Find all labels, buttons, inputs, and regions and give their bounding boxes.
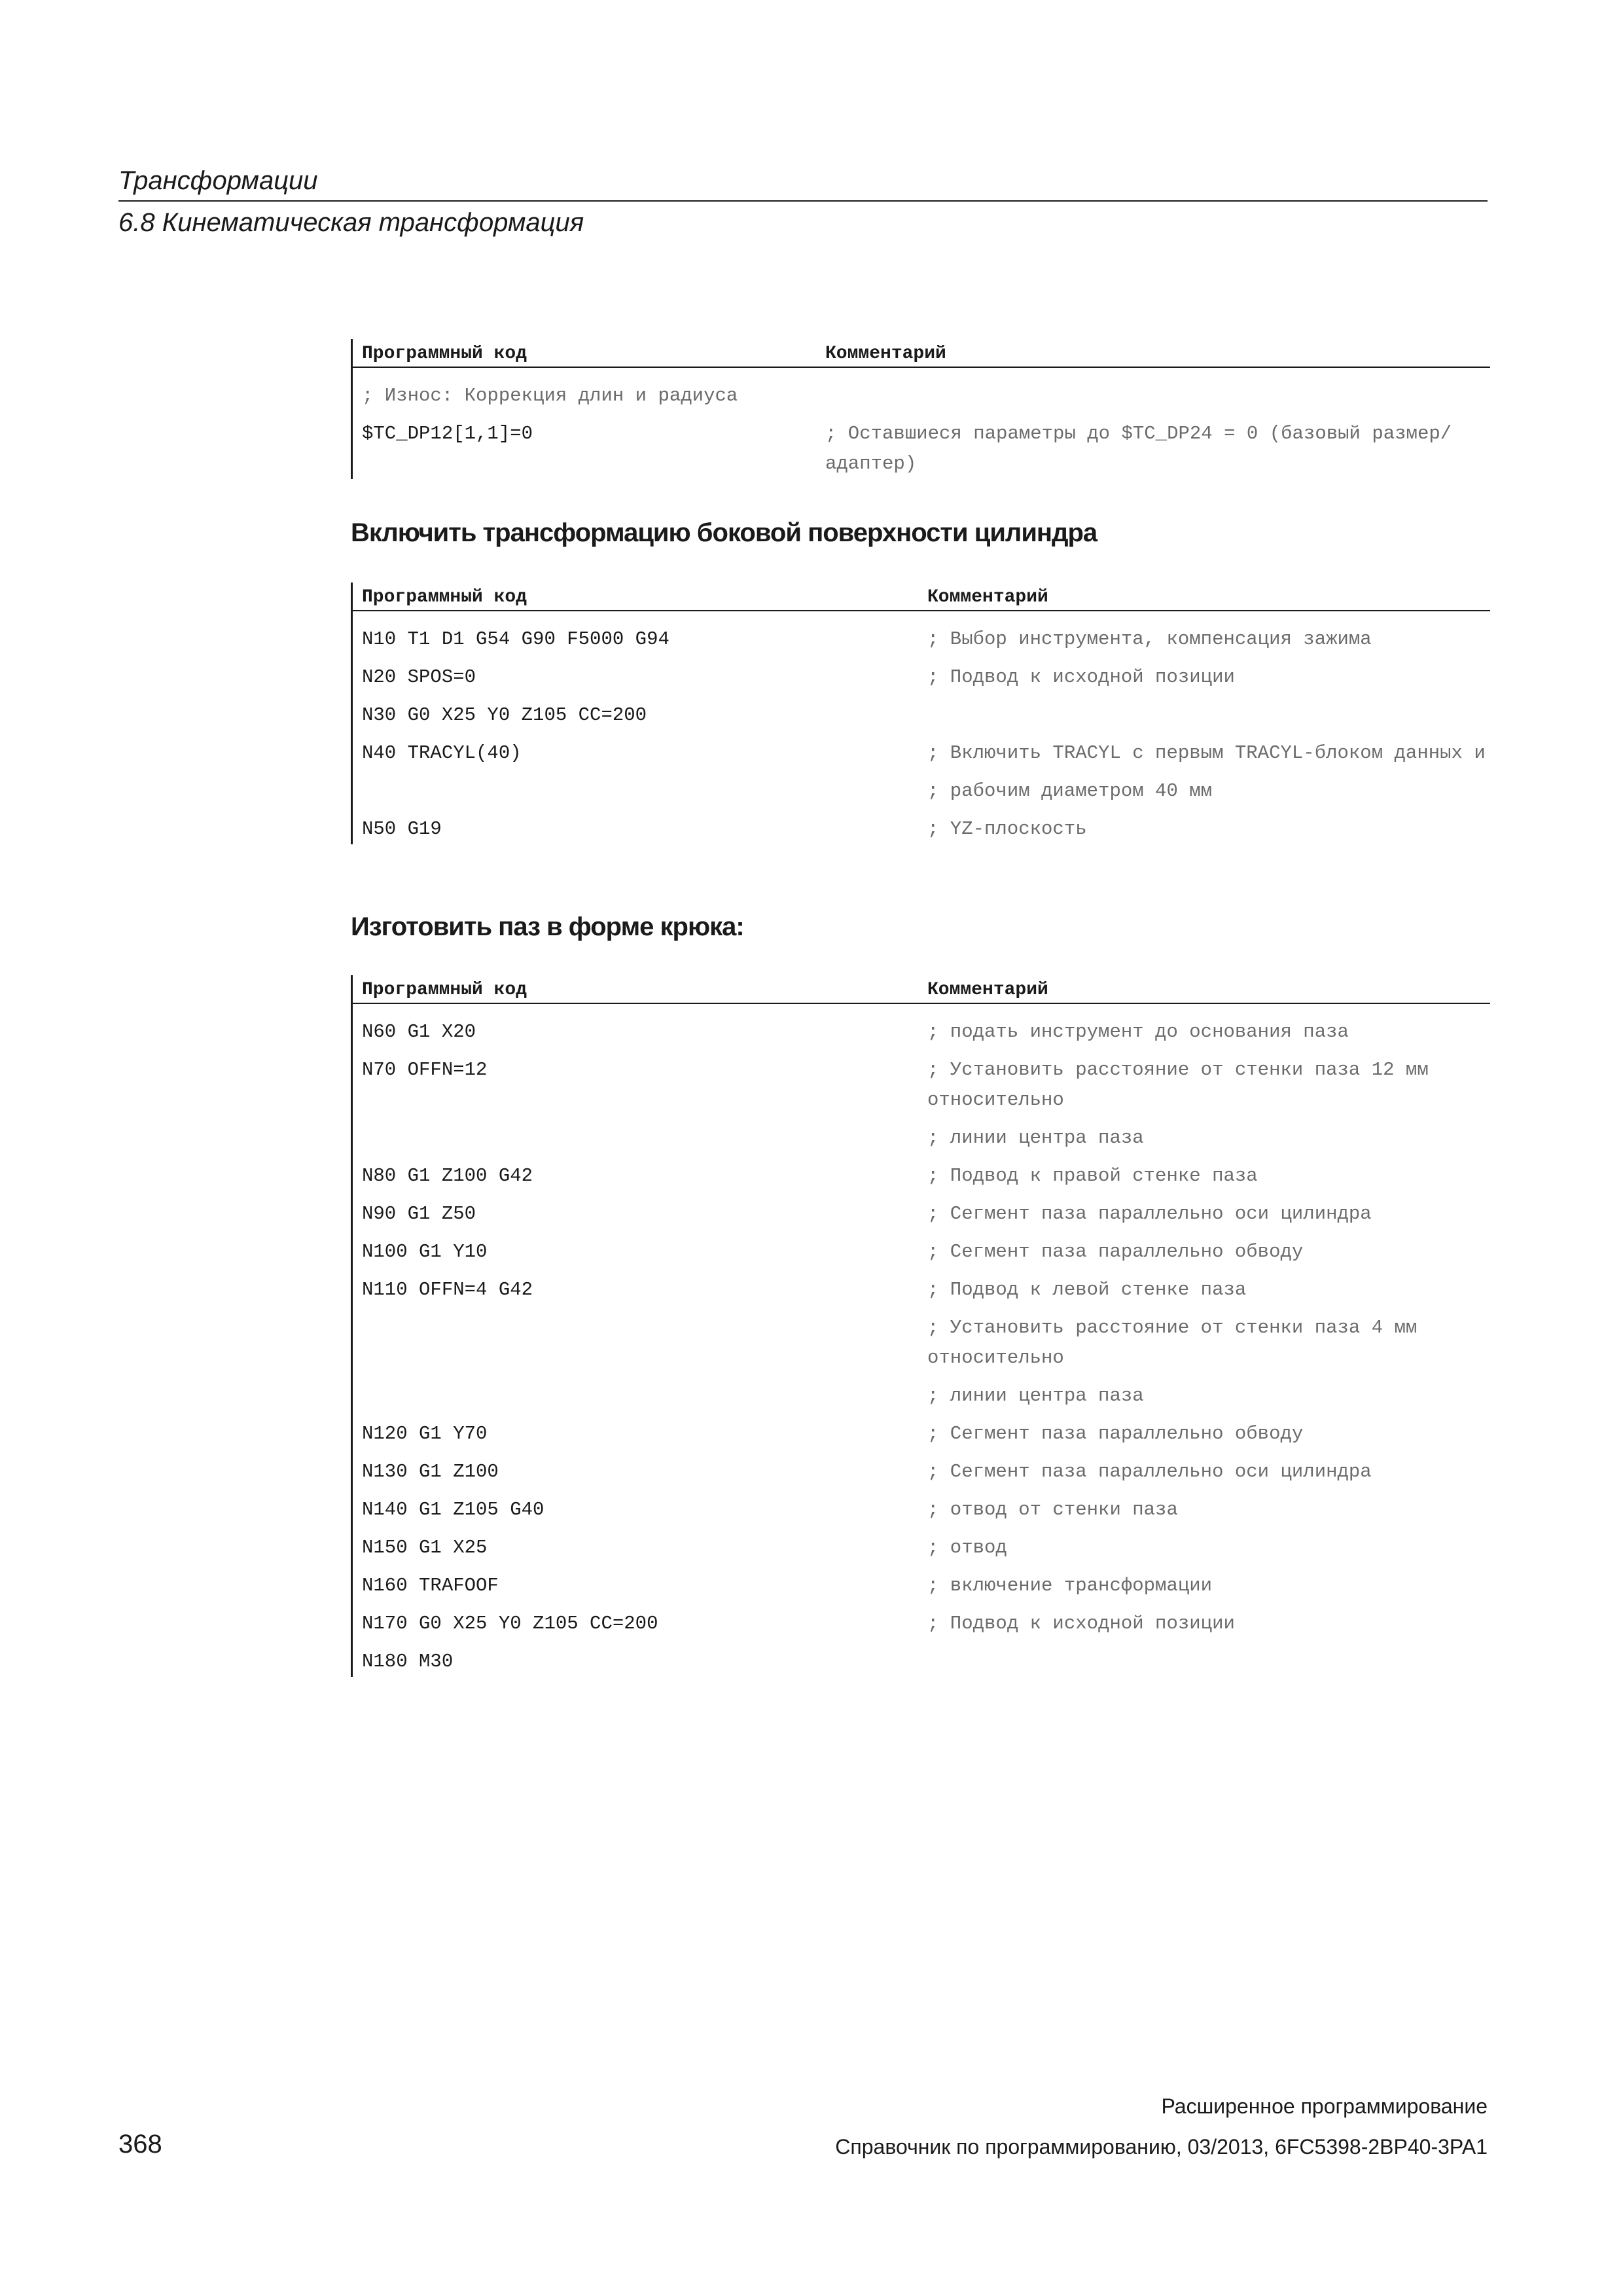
code-cell: N120 G1 Y70: [362, 1423, 488, 1444]
comment-cell: ; Подвод к исходной позиции: [927, 666, 1235, 688]
table-row: [353, 611, 1490, 655]
table-row: [353, 1229, 1490, 1267]
comment-cell: [825, 381, 1490, 411]
code-cell: N140 G1 Z105 G40: [362, 1499, 544, 1520]
code-cell: N130 G1 Z100: [362, 1461, 499, 1482]
code-cell: [353, 1381, 927, 1411]
table-row: [353, 368, 1490, 411]
code-cell: $TC_DP12[1,1]=0: [362, 423, 533, 444]
table-row: [353, 1639, 1490, 1677]
code-cell: N50 G19: [362, 818, 442, 840]
column-header-comment: Комментарий: [825, 344, 946, 364]
code-cell: N170 G0 X25 Y0 Z105 CC=200: [362, 1613, 658, 1634]
footer-book-title: Расширенное программирование: [1161, 2094, 1488, 2118]
section-heading-hook-slot: Изготовить паз в форме крюка:: [351, 912, 744, 941]
table-row: [353, 1601, 1490, 1639]
table-row: [353, 1305, 1490, 1373]
section-heading-cylinder: Включить трансформацию боковой поверхности цилиндра: [351, 518, 1097, 547]
column-header-comment: Комментарий: [927, 587, 1048, 607]
column-header-code: Программный код: [362, 344, 527, 364]
comment-cell: ; отвод: [927, 1537, 1007, 1558]
comment-cell: ; Подвод к исходной позиции: [927, 1613, 1235, 1634]
comment-cell: ; Сегмент паза параллельно обводу: [927, 1423, 1304, 1444]
code-cell: [353, 1313, 927, 1373]
column-header-code: Программный код: [362, 980, 527, 1000]
comment-cell: ; включение трансформации: [927, 1575, 1213, 1596]
column-header-comment: Комментарий: [927, 980, 1048, 1000]
comment-cell: ; Установить расстояние от стенки паза 12 мм относительно: [927, 1059, 1440, 1111]
comment-cell: ; Включить TRACYL с первым TRACYL-блоком данных и: [927, 742, 1486, 764]
comment-cell: [927, 700, 1490, 730]
page-number: 368: [118, 2130, 162, 2159]
table-header: [353, 975, 1490, 1004]
comment-cell: ; линии центра паза: [927, 1127, 1144, 1149]
comment-cell: ; Сегмент паза параллельно обводу: [927, 1241, 1304, 1263]
code-cell: N40 TRACYL(40): [362, 742, 522, 764]
table-row: [353, 1191, 1490, 1229]
header-rule: [118, 200, 1488, 202]
code-table-tracyl: [351, 583, 1490, 844]
comment-cell: ; Сегмент паза параллельно оси цилиндра: [927, 1461, 1372, 1482]
code-table-wear: [351, 339, 1490, 479]
table-row: [353, 692, 1490, 730]
comment-cell: ; Сегмент паза параллельно оси цилиндра: [927, 1203, 1372, 1225]
code-cell: N30 G0 X25 Y0 Z105 CC=200: [362, 704, 647, 726]
table-row: [353, 1004, 1490, 1047]
table-header: [353, 583, 1490, 611]
section-title: 6.8 Кинематическая трансформация: [118, 208, 584, 237]
code-table-hook-slot: [351, 975, 1490, 1677]
table-row: [353, 1563, 1490, 1601]
code-cell: N80 G1 Z100 G42: [362, 1165, 533, 1187]
table-row: [353, 1047, 1490, 1115]
table-row: [353, 1411, 1490, 1449]
table-row: [353, 1373, 1490, 1411]
code-cell: N60 G1 X20: [362, 1021, 476, 1043]
column-header-code: Программный код: [362, 587, 527, 607]
table-row: [353, 1449, 1490, 1487]
comment-cell: ; рабочим диаметром 40 мм: [927, 780, 1213, 802]
comment-cell: ; линии центра паза: [927, 1385, 1144, 1407]
code-cell: ; Износ: Коррекция длин и радиуса: [362, 385, 738, 406]
code-cell: N10 T1 D1 G54 G90 F5000 G94: [362, 628, 669, 650]
table-header: [353, 339, 1490, 368]
table-row: [353, 1525, 1490, 1563]
code-cell: N20 SPOS=0: [362, 666, 476, 688]
comment-cell: ; Выбор инструмента, компенсация зажима: [927, 628, 1372, 650]
table-row: [353, 1153, 1490, 1191]
comment-cell: ; Установить расстояние от стенки паза 4 мм относительно: [927, 1317, 1429, 1369]
code-cell: N150 G1 X25: [362, 1537, 488, 1558]
comment-cell: ; YZ-плоскость: [927, 818, 1087, 840]
comment-cell: ; Подвод к правой стенке паза: [927, 1165, 1258, 1187]
table-row: [353, 411, 1490, 479]
comment-cell: [927, 1647, 1490, 1677]
table-row: [353, 655, 1490, 692]
footer-manual-ref: Справочник по программированию, 03/2013, 6FC5398-2BP40-3PA1: [835, 2135, 1488, 2159]
code-cell: N110 OFFN=4 G42: [362, 1279, 533, 1300]
comment-cell: ; отвод от стенки паза: [927, 1499, 1178, 1520]
table-row: [353, 1487, 1490, 1525]
comment-cell: ; подать инструмент до основания паза: [927, 1021, 1349, 1043]
code-cell: N160 TRAFOOF: [362, 1575, 499, 1596]
table-row: [353, 730, 1490, 768]
code-cell: [353, 1123, 927, 1153]
comment-cell: ; Оставшиеся параметры до $TC_DP24 = 0 (базовый размер/адаптер): [825, 423, 1452, 475]
table-row: [353, 806, 1490, 844]
comment-cell: ; Подвод к левой стенке паза: [927, 1279, 1247, 1300]
code-cell: N70 OFFN=12: [362, 1059, 488, 1081]
table-row: [353, 1115, 1490, 1153]
table-row: [353, 1267, 1490, 1305]
code-cell: N180 M30: [362, 1651, 454, 1672]
code-cell: N90 G1 Z50: [362, 1203, 476, 1225]
chapter-title: Трансформации: [118, 166, 318, 195]
table-row: [353, 768, 1490, 806]
code-cell: N100 G1 Y10: [362, 1241, 488, 1263]
code-cell: [353, 776, 927, 806]
